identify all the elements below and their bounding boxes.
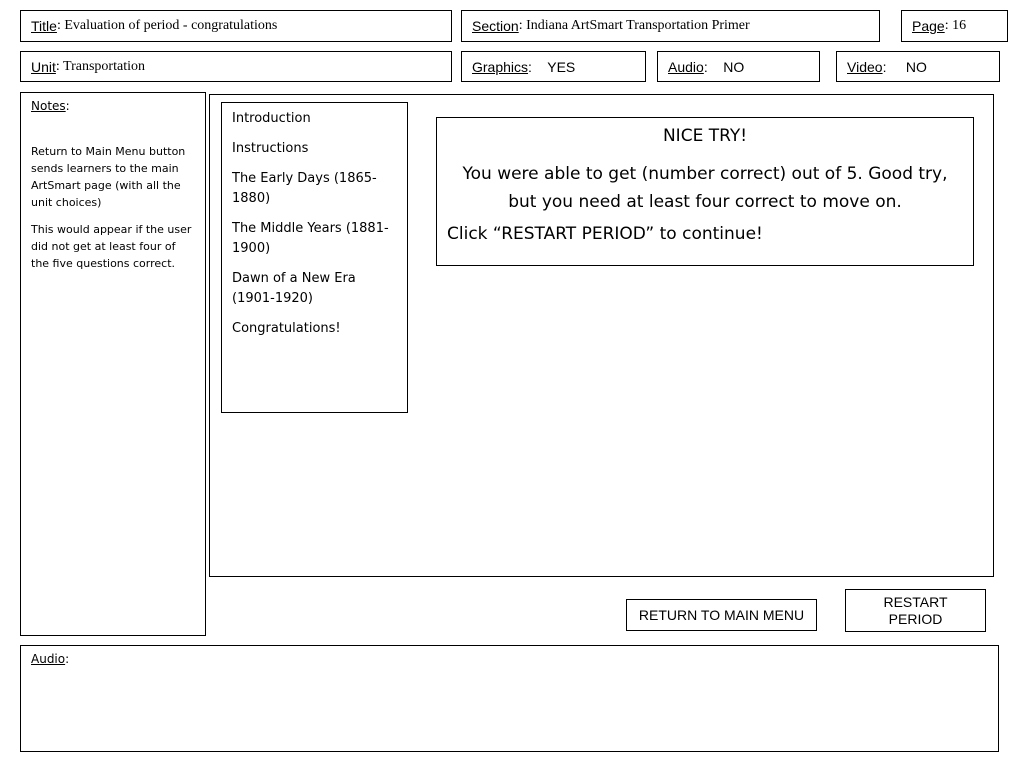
notes-paragraph-2: This would appear if the user did not get at least four of the five questions correct.	[31, 223, 192, 270]
graphics-value: : YES	[528, 58, 576, 75]
title-value: : Evaluation of period - congratulations	[56, 18, 278, 33]
period-menu	[221, 102, 408, 413]
graphics-label: Graphics	[472, 58, 529, 75]
audio-section-label: Audio	[31, 652, 66, 666]
page-label: Page	[912, 18, 945, 34]
menu-item-congratulations[interactable]: Congratulations!	[232, 321, 341, 336]
result-title: NICE TRY!	[662, 126, 748, 146]
section-value: : Indiana ArtSmart Transportation Primer	[518, 18, 750, 33]
audio-flag-value: : NO	[703, 58, 745, 75]
section-field	[461, 10, 880, 42]
audio-flag-label: Audio	[668, 58, 704, 75]
section-label: Section	[472, 18, 519, 34]
graphics-field	[461, 51, 646, 82]
page-value: : 16	[944, 18, 967, 33]
menu-item-new-era[interactable]: Dawn of a New Era (1901-1920)	[232, 271, 356, 306]
unit-field	[20, 51, 452, 82]
unit-value: : Transportation	[55, 58, 145, 74]
video-field	[836, 51, 1000, 82]
notes-panel	[20, 92, 206, 636]
menu-item-early-days[interactable]: The Early Days (1865-1880)	[232, 171, 377, 206]
title-label: Title	[31, 18, 57, 34]
notes-heading	[31, 99, 195, 113]
restart-period-button[interactable]: RESTART PERIOD	[845, 589, 986, 632]
audio-flag-field	[657, 51, 820, 82]
audio-notes-panel	[20, 645, 999, 752]
result-message-panel	[436, 117, 974, 266]
return-to-main-menu-button[interactable]: RETURN TO MAIN MENU	[626, 599, 817, 631]
notes-label: Notes	[31, 99, 66, 113]
notes-paragraph-1: Return to Main Menu button sends learners to the main ArtSmart page (with all the unit choices)	[31, 145, 186, 209]
page-number-field	[901, 10, 1008, 42]
audio-section-colon: :	[65, 652, 70, 666]
unit-label: Unit	[31, 58, 56, 75]
title-field	[20, 10, 452, 42]
video-label: Video	[847, 58, 883, 75]
menu-item-introduction[interactable]: Introduction	[232, 111, 311, 126]
video-value: : NO	[882, 58, 927, 75]
menu-item-middle-years[interactable]: The Middle Years (1881-1900)	[232, 221, 389, 256]
menu-item-instructions[interactable]: Instructions	[232, 141, 309, 156]
result-body: You were able to get (number correct) out of 5. Good try, but you need at least four correct to move on.	[462, 164, 948, 212]
result-instruction: Click “RESTART PERIOD” to continue!	[447, 224, 763, 244]
notes-colon: :	[65, 99, 70, 113]
